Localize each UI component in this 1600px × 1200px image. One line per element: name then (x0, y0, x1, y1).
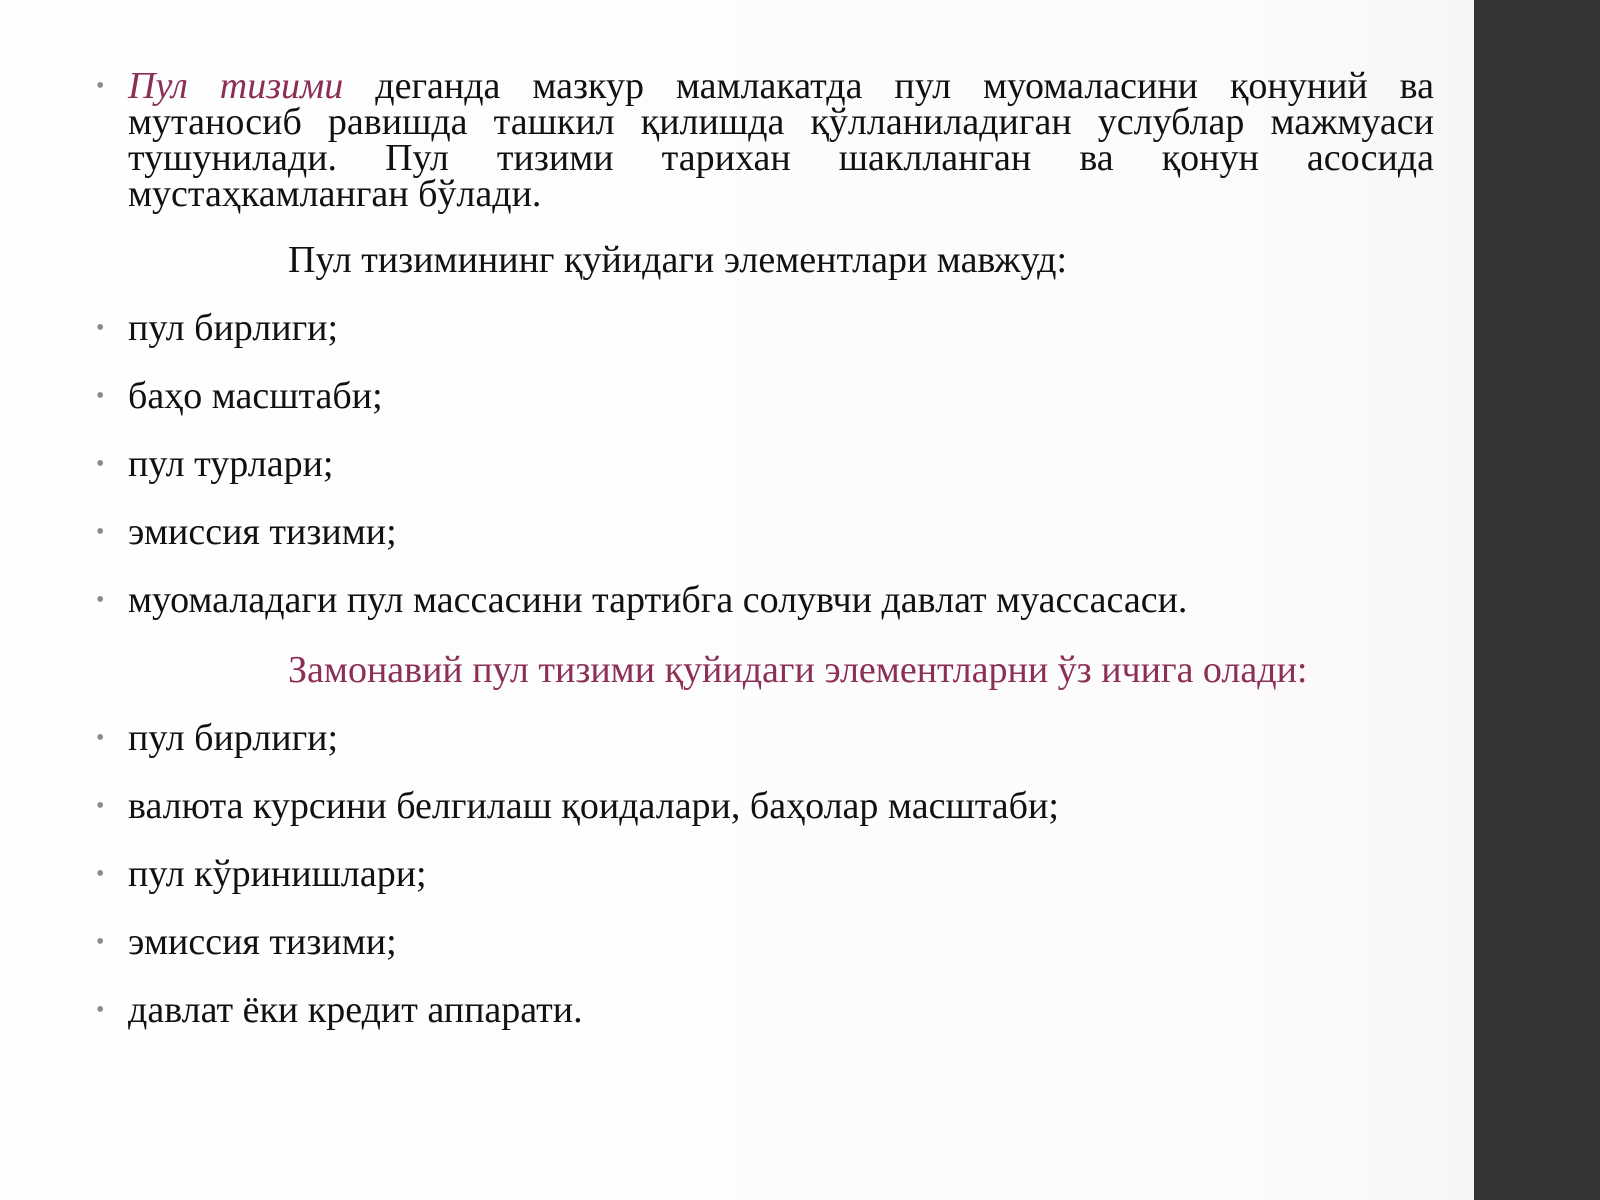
list-item-text: эмиссия тизими; (128, 921, 397, 963)
bullet-icon: • (96, 997, 105, 1023)
list-item-text: эмиссия тизими; (128, 511, 397, 553)
bullet-icon: • (96, 451, 105, 477)
bullet-icon: • (96, 315, 105, 341)
list-item (96, 578, 1434, 622)
list-item (96, 510, 1434, 554)
list-item-text: баҳо масштаби; (128, 375, 383, 417)
bullet-icon: • (96, 725, 105, 751)
bullet-icon: • (96, 383, 105, 409)
intro-term: Пул тизими (128, 65, 344, 107)
list-item (96, 784, 1434, 828)
side-bar (1474, 0, 1600, 1200)
intro-paragraph (96, 65, 1434, 215)
bullet-icon: • (96, 861, 105, 887)
list-item (96, 442, 1434, 486)
intro-text: деганда мазкур мамлакатда пул муомаласини қонуний ва мутаносиб равишда ташкил қилишда қўлланиладиган услублар мажмуаси тушунилади. Пул тизими тарихан шаклланган ва қонун асосида мустаҳкамланган бўлади. (128, 65, 1434, 215)
list-item (96, 920, 1434, 964)
list-item-text: пул турлари; (128, 443, 334, 485)
bullet-icon: • (96, 929, 105, 955)
list-item-text: пул бирлиги; (128, 307, 339, 349)
list-item (96, 716, 1434, 760)
section1-heading: Пул тизимининг қуйидаги элементлари мавжуд: (288, 239, 1068, 281)
bullet-icon: • (96, 73, 105, 99)
list-item-text: давлат ёки кредит аппарати. (128, 989, 583, 1031)
list-item-text: валюта курсини белгилаш қоидалари, баҳолар масштаби; (128, 785, 1059, 827)
list-item-text: муомаладаги пул массасини тартибга солувчи давлат муассасаси. (128, 579, 1188, 621)
list-item (96, 852, 1434, 896)
list-item (96, 988, 1434, 1032)
list-item-text: пул бирлиги; (128, 717, 339, 759)
bullet-icon: • (96, 519, 105, 545)
list-item (96, 306, 1434, 350)
bullet-icon: • (96, 793, 105, 819)
list-item (96, 374, 1434, 418)
bullet-icon: • (96, 587, 105, 613)
list-item-text: пул кўринишлари; (128, 853, 427, 895)
section2-heading: Замонавий пул тизими қуйидаги элементларни ўз ичига олади: (288, 649, 1308, 691)
slide-content (96, 65, 1434, 1032)
